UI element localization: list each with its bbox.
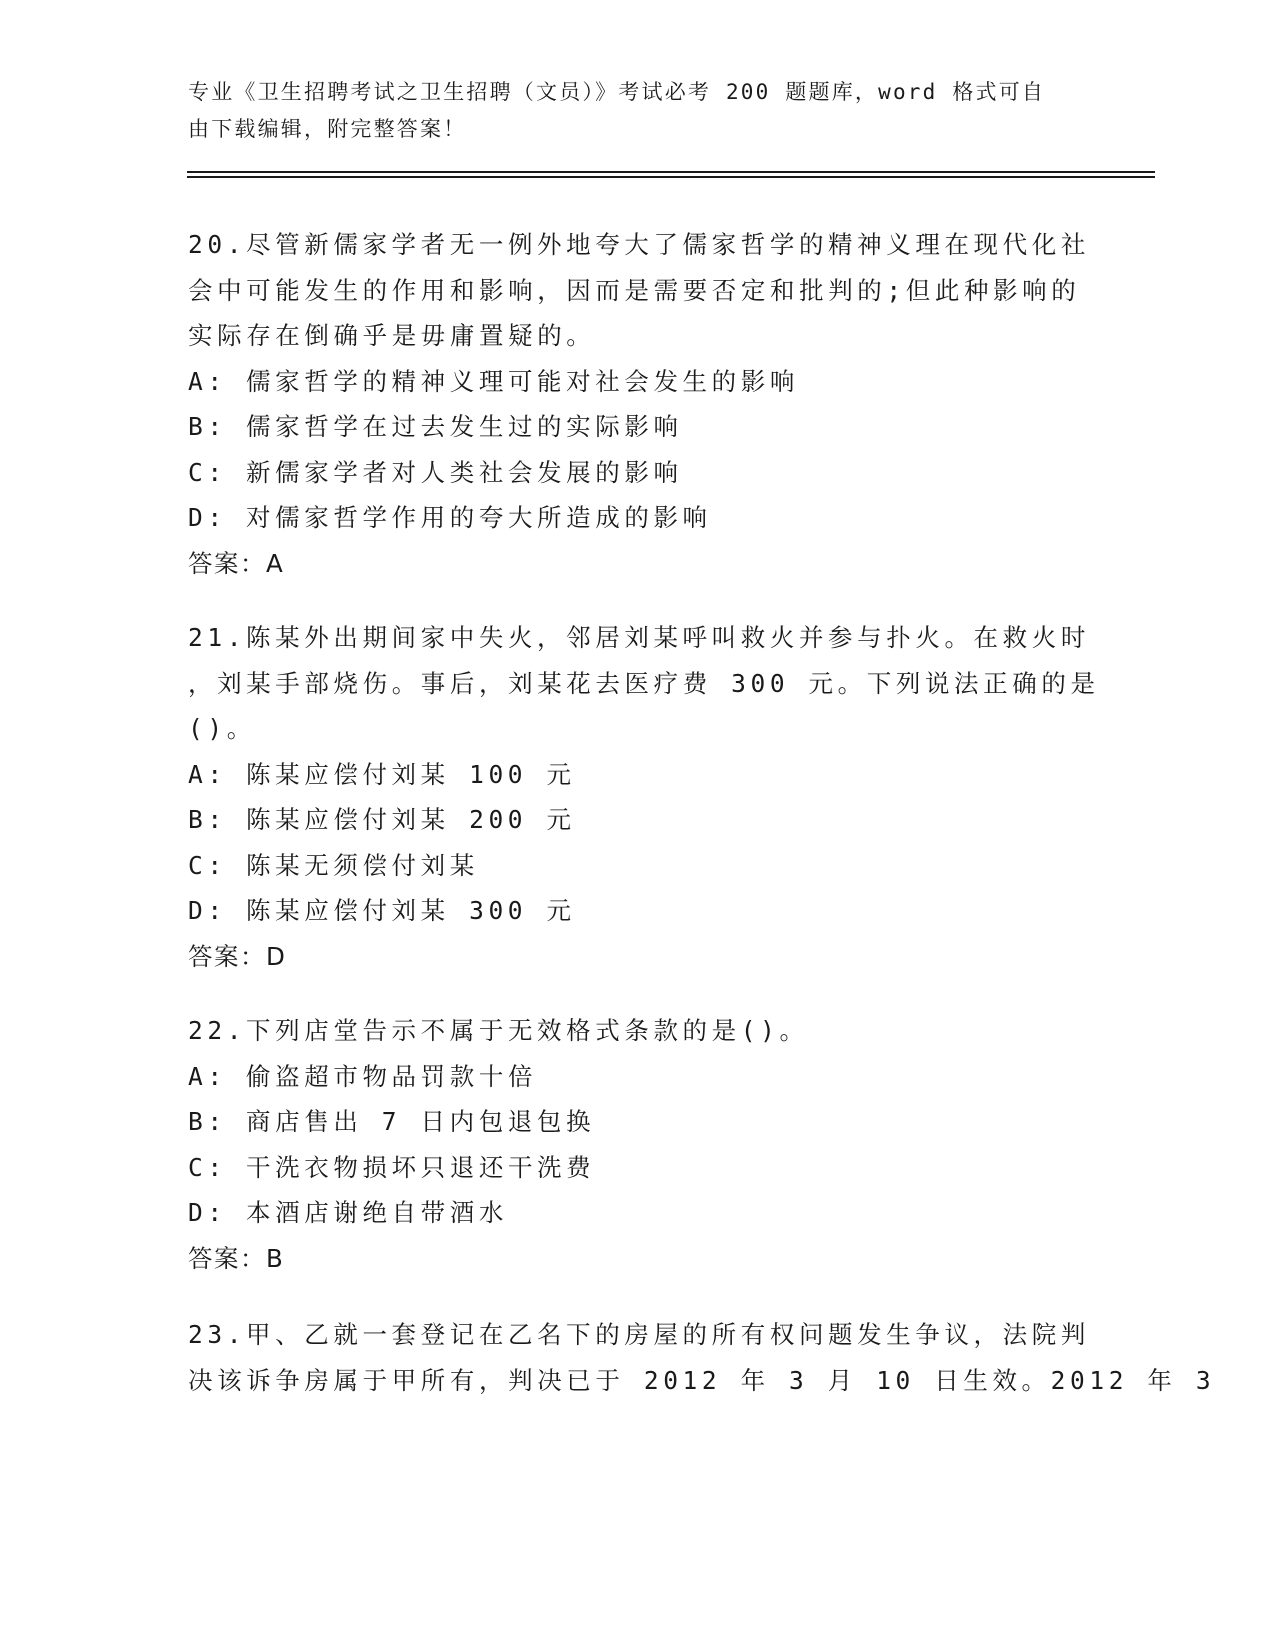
- option-d: D: 本酒店谢绝自带酒水: [188, 1198, 508, 1227]
- question-22: [188, 1008, 1088, 1281]
- question-stem: 会中可能发生的作用和影响，因而是需要否定和批判的;但此种影响的: [188, 275, 1081, 305]
- option-d: D: 对儒家哲学作用的夸大所造成的影响: [188, 503, 712, 532]
- option-c: C: 陈某无须偿付刘某: [188, 850, 479, 880]
- question-stem: 实际存在倒确乎是毋庸置疑的。: [188, 321, 596, 350]
- header-divider-bottom: [187, 176, 1155, 178]
- option-c: C: 新儒家学者对人类社会发展的影响: [188, 457, 683, 487]
- question-stem: 22.下列店堂告示不属于无效格式条款的是()。: [188, 1016, 809, 1045]
- option-b: B: 商店售出 7 日内包退包换: [188, 1107, 596, 1136]
- answer: 答案：B: [188, 1243, 285, 1273]
- question-stem: 20.尽管新儒家学者无一例外地夸大了儒家哲学的精神义理在现代化社: [188, 230, 1090, 259]
- question-stem: ，刘某手部烧伤。事后，刘某花去医疗费 300 元。下列说法正确的是: [188, 668, 1100, 698]
- header-line-2: 由下载编辑，附完整答案！: [188, 117, 467, 141]
- question-20: [188, 222, 1088, 586]
- answer: 答案：D: [188, 941, 287, 971]
- question-stem: 21.陈某外出期间家中失火，邻居刘某呼叫救火并参与扑火。在救火时: [188, 623, 1090, 652]
- question-stem: 决该诉争房属于甲所有，判决已于 2012 年 3 月 10 日生效。2012 年 3: [188, 1365, 1216, 1395]
- option-d: D: 陈某应偿付刘某 300 元: [188, 896, 576, 925]
- question-21: [188, 615, 1100, 979]
- option-a: A: 儒家哲学的精神义理可能对社会发生的影响: [188, 366, 799, 396]
- header-line-1: 专业《卫生招聘考试之卫生招聘（文员）》考试必考 200 题题库，word 格式可自: [188, 80, 1046, 104]
- question-23: [188, 1312, 1216, 1403]
- header-divider-top: [187, 171, 1155, 173]
- option-a: A: 偷盗超市物品罚款十倍: [188, 1061, 538, 1091]
- option-b: B: 陈某应偿付刘某 200 元: [188, 805, 576, 834]
- document-header: [188, 74, 1068, 148]
- answer: 答案：A: [188, 548, 285, 578]
- option-b: B: 儒家哲学在过去发生过的实际影响: [188, 412, 683, 441]
- question-stem: ()。: [188, 714, 256, 743]
- question-stem: 23.甲、乙就一套登记在乙名下的房屋的所有权问题发生争议，法院判: [188, 1320, 1090, 1349]
- option-a: A: 陈某应偿付刘某 100 元: [188, 759, 576, 789]
- option-c: C: 干洗衣物损坏只退还干洗费: [188, 1152, 596, 1182]
